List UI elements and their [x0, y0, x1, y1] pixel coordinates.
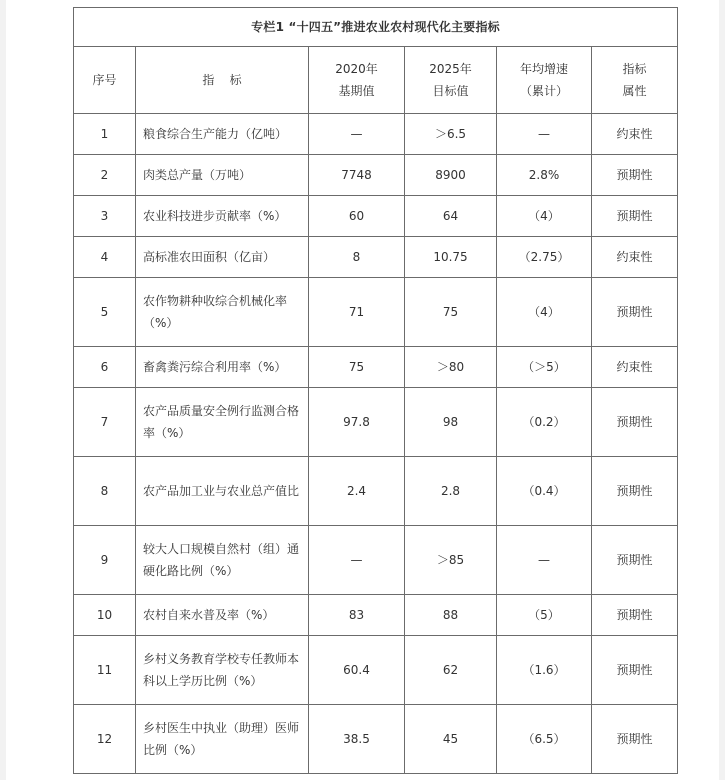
row-index: 5	[74, 278, 136, 347]
row-growth: （2.75）	[497, 237, 592, 278]
table-row	[74, 595, 678, 636]
header-attribute-line1: 指标	[622, 62, 647, 76]
row-base-value: —	[309, 114, 405, 155]
row-growth: 2.8%	[497, 155, 592, 196]
row-indicator-name: 乡村医生中执业（助理）医师比例（%）	[136, 705, 309, 774]
table-row	[74, 636, 678, 705]
row-target-value: 2.8	[405, 457, 497, 526]
header-indicator: 指 标	[136, 47, 309, 114]
row-attribute: 约束性	[592, 347, 678, 388]
row-indicator-name: 乡村义务教育学校专任教师本科以上学历比例（%）	[136, 636, 309, 705]
row-base-value: 75	[309, 347, 405, 388]
header-base-value	[309, 47, 405, 114]
header-row	[74, 47, 678, 114]
row-attribute: 预期性	[592, 278, 678, 347]
row-target-value: 8900	[405, 155, 497, 196]
header-target-label: 目标值	[432, 84, 469, 98]
header-growth	[497, 47, 592, 114]
header-index: 序号	[74, 47, 136, 114]
table-row	[74, 114, 678, 155]
table-row	[74, 388, 678, 457]
row-index: 8	[74, 457, 136, 526]
row-attribute: 预期性	[592, 636, 678, 705]
row-base-value: 8	[309, 237, 405, 278]
row-target-value: ＞85	[405, 526, 497, 595]
row-target-value: 62	[405, 636, 497, 705]
row-indicator-name: 较大人口规模自然村（组）通硬化路比例（%）	[136, 526, 309, 595]
row-base-value: 60	[309, 196, 405, 237]
row-attribute: 预期性	[592, 196, 678, 237]
table-row	[74, 237, 678, 278]
row-target-value: 75	[405, 278, 497, 347]
table-row	[74, 347, 678, 388]
row-target-value: ＞6.5	[405, 114, 497, 155]
table-row	[74, 196, 678, 237]
table-row	[74, 705, 678, 774]
page-right-border	[719, 0, 725, 780]
row-attribute: 预期性	[592, 595, 678, 636]
table-row	[74, 526, 678, 595]
row-attribute: 预期性	[592, 526, 678, 595]
header-target-year: 2025年	[429, 62, 472, 76]
row-base-value: 71	[309, 278, 405, 347]
header-attribute-line2: 属性	[622, 84, 647, 98]
row-growth: （1.6）	[497, 636, 592, 705]
row-growth: （5）	[497, 595, 592, 636]
header-attribute	[592, 47, 678, 114]
row-indicator-name: 农业科技进步贡献率（%）	[136, 196, 309, 237]
row-attribute: 预期性	[592, 155, 678, 196]
row-attribute: 预期性	[592, 388, 678, 457]
row-growth: （6.5）	[497, 705, 592, 774]
row-attribute: 预期性	[592, 457, 678, 526]
row-base-value: 7748	[309, 155, 405, 196]
row-attribute: 约束性	[592, 114, 678, 155]
row-target-value: 10.75	[405, 237, 497, 278]
row-base-value: —	[309, 526, 405, 595]
row-index: 1	[74, 114, 136, 155]
row-index: 6	[74, 347, 136, 388]
page-left-border	[0, 0, 6, 780]
table-caption: 专栏1 “十四五”推进农业农村现代化主要指标	[74, 8, 678, 47]
caption-row	[74, 8, 678, 47]
row-index: 11	[74, 636, 136, 705]
row-indicator-name: 高标准农田面积（亿亩）	[136, 237, 309, 278]
row-index: 3	[74, 196, 136, 237]
row-target-value: 64	[405, 196, 497, 237]
row-growth: （＞5）	[497, 347, 592, 388]
row-growth: （0.4）	[497, 457, 592, 526]
row-target-value: 88	[405, 595, 497, 636]
header-target-value	[405, 47, 497, 114]
row-base-value: 60.4	[309, 636, 405, 705]
row-index: 9	[74, 526, 136, 595]
row-base-value: 97.8	[309, 388, 405, 457]
row-index: 2	[74, 155, 136, 196]
row-target-value: 98	[405, 388, 497, 457]
row-indicator-name: 肉类总产量（万吨）	[136, 155, 309, 196]
row-indicator-name: 农作物耕种收综合机械化率（%）	[136, 278, 309, 347]
row-target-value: ＞80	[405, 347, 497, 388]
row-growth: —	[497, 526, 592, 595]
row-growth: （4）	[497, 196, 592, 237]
header-base-label: 基期值	[338, 84, 375, 98]
table-row	[74, 457, 678, 526]
row-index: 12	[74, 705, 136, 774]
row-indicator-name: 农产品加工业与农业总产值比	[136, 457, 309, 526]
row-growth: （0.2）	[497, 388, 592, 457]
row-index: 7	[74, 388, 136, 457]
row-growth: （4）	[497, 278, 592, 347]
row-base-value: 83	[309, 595, 405, 636]
row-attribute: 预期性	[592, 705, 678, 774]
row-indicator-name: 农村自来水普及率（%）	[136, 595, 309, 636]
row-indicator-name: 农产品质量安全例行监测合格率（%）	[136, 388, 309, 457]
row-base-value: 2.4	[309, 457, 405, 526]
header-growth-label: 年均增速	[519, 62, 568, 76]
row-attribute: 约束性	[592, 237, 678, 278]
header-growth-note: （累计）	[519, 84, 568, 98]
table-row	[74, 155, 678, 196]
row-base-value: 38.5	[309, 705, 405, 774]
table-row	[74, 278, 678, 347]
row-growth: —	[497, 114, 592, 155]
row-index: 10	[74, 595, 136, 636]
row-indicator-name: 粮食综合生产能力（亿吨）	[136, 114, 309, 155]
row-indicator-name: 畜禽粪污综合利用率（%）	[136, 347, 309, 388]
row-target-value: 45	[405, 705, 497, 774]
row-index: 4	[74, 237, 136, 278]
header-base-year: 2020年	[335, 62, 378, 76]
indicators-table	[73, 7, 678, 774]
